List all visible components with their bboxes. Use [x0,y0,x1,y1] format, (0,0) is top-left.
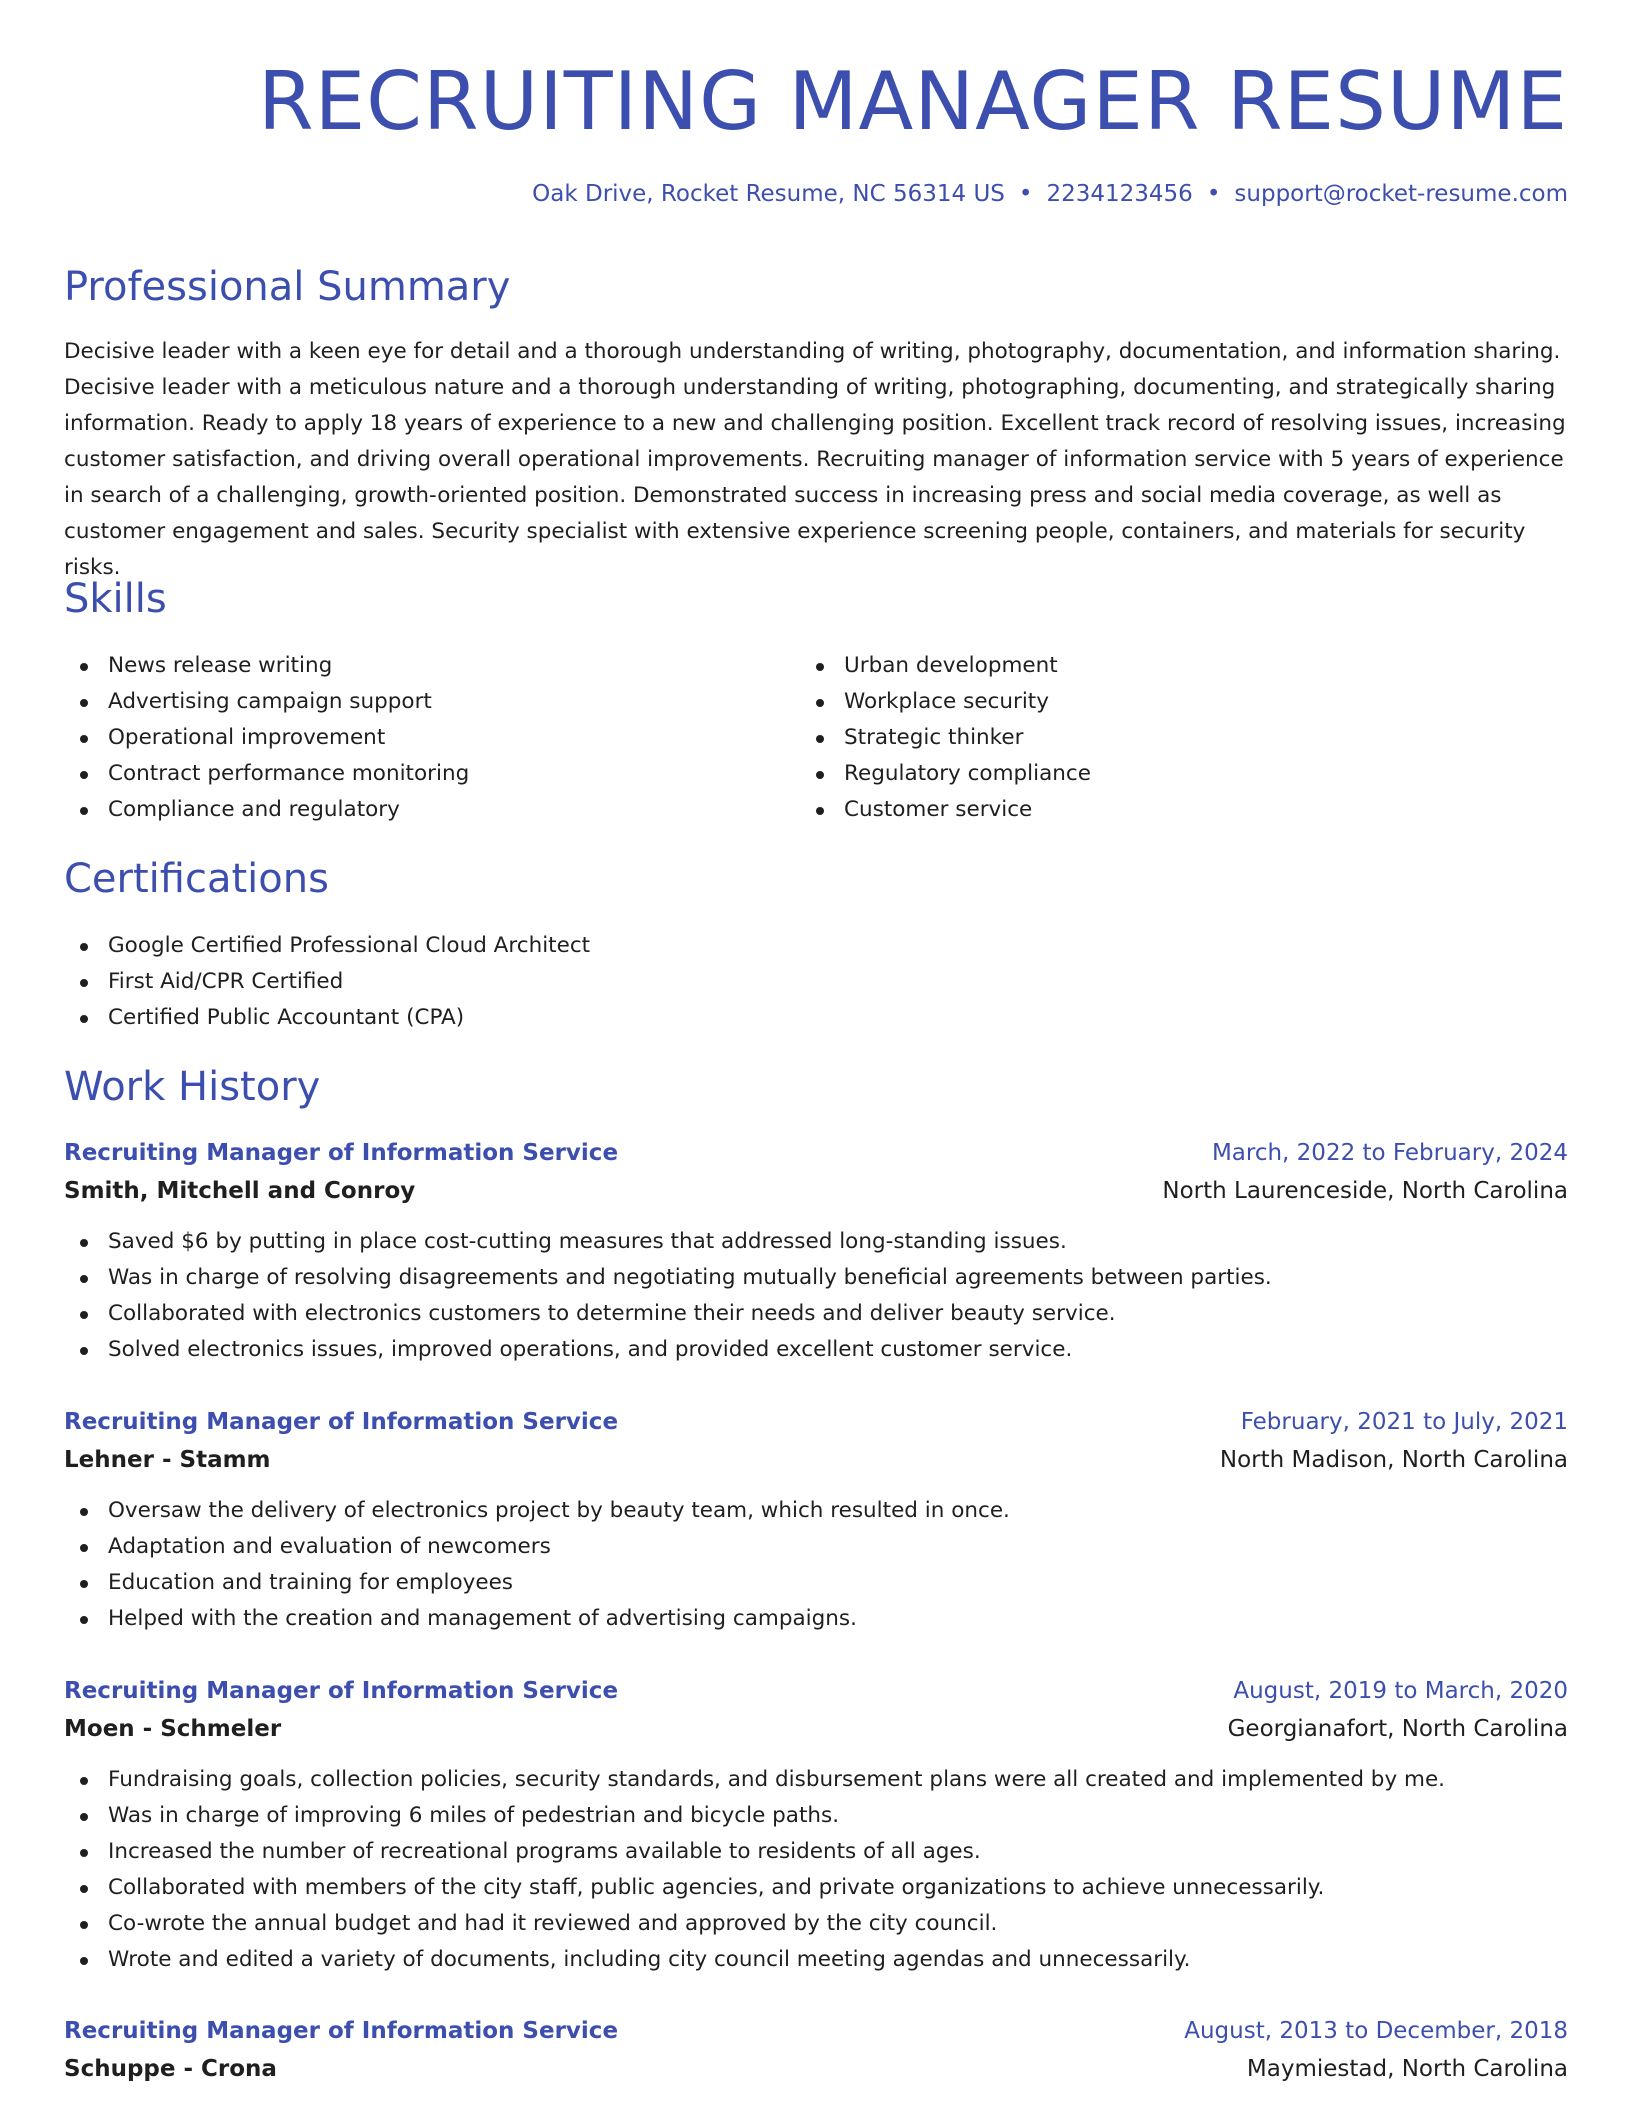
job-bullets [64,1493,1568,1637]
job-bullets [64,1762,1568,1978]
skills-list-right [800,648,1091,828]
work-history-heading: Work History [64,1064,321,1110]
job-header-row [64,1672,1568,1710]
job-bullet: Saved $6 by putting in place cost-cutting measures that addressed long-standing issues. [64,1224,1568,1260]
skill-item: Workplace security [800,684,1091,720]
skill-item: News release writing [64,648,469,684]
job-location: North Laurenceside, North Carolina [1162,1178,1568,1204]
phone: 2234123456 [1046,181,1193,207]
job-bullet: Was in charge of resolving disagreements and negotiating mutually beneficial agreements between parties. [64,1260,1568,1296]
job-entry [64,1403,1568,1637]
job-header-row [64,1134,1568,1172]
job-company-row [64,2050,1568,2088]
job-company-row [64,1172,1568,1210]
job-bullet: Oversaw the delivery of electronics project by beauty team, which resulted in once. [64,1493,1568,1529]
job-dates: March, 2022 to February, 2024 [1211,1140,1568,1166]
job-header-row [64,1403,1568,1441]
skills-heading: Skills [64,576,167,622]
skill-item: Contract performance monitoring [64,756,469,792]
company-name: Schuppe - Crona [64,2056,277,2082]
summary-heading: Professional Summary [64,264,511,310]
email-link[interactable]: support@rocket-resume.com [1234,181,1568,207]
skill-item: Operational improvement [64,720,469,756]
job-dates: February, 2021 to July, 2021 [1240,1409,1568,1435]
job-bullet: Fundraising goals, collection policies, security standards, and disbursement plans were all created and implemented by me. [64,1762,1568,1798]
skill-item: Advertising campaign support [64,684,469,720]
summary-text: Decisive leader with a keen eye for detail and a thorough understanding of writing, photography, documentation, and information sharing. Decisive leader with a meticulous nature and a thorough understanding of writing, photographing, documenting, and strategically sharing information. Ready to apply 18 years of experience to a new and challenging position. Excellent track record of resolving issues, increasing customer satisfaction, and driving overall operational improvements. Recruiting manager of information service with 5 years of experience in search of a challenging, growth-oriented position. Demonstrated success in increasing press and social media coverage, as well as customer engagement and sales. Security specialist with extensive experience screening people, containers, and materials for security risks. [64,339,1566,580]
skill-item: Customer service [800,792,1091,828]
certification-item: Certified Public Accountant (CPA) [64,1000,590,1036]
job-bullet: Was in charge of improving 6 miles of pedestrian and bicycle paths. [64,1798,1568,1834]
job-title: Recruiting Manager of Information Service [64,1678,619,1704]
company-name: Moen - Schmeler [64,1716,282,1742]
job-bullets [64,1224,1568,1368]
skill-item: Compliance and regulatory [64,792,469,828]
job-dates: August, 2019 to March, 2020 [1233,1678,1568,1704]
company-name: Lehner - Stamm [64,1447,271,1473]
job-company-row [64,1710,1568,1748]
skill-item: Urban development [800,648,1091,684]
job-company-row [64,1441,1568,1479]
job-bullet: Collaborated with members of the city staff, public agencies, and private organizations to achieve unnecessarily. [64,1870,1568,1906]
job-bullet: Increased the number of recreational programs available to residents of all ages. [64,1834,1568,1870]
job-header-row [64,2012,1568,2050]
certifications-list [64,928,590,1036]
resume-title: RECRUITING MANAGER RESUME [258,55,1568,148]
job-bullet: Collaborated with electronics customers to determine their needs and deliver beauty service. [64,1296,1568,1332]
job-bullet: Education and training for employees [64,1565,1568,1601]
job-title: Recruiting Manager of Information Service [64,2018,619,2044]
skill-item: Strategic thinker [800,720,1091,756]
address: Oak Drive, Rocket Resume, NC 56314 US [532,181,1005,207]
job-entry [64,2012,1568,2088]
job-entry [64,1134,1568,1368]
certification-item: Google Certified Professional Cloud Architect [64,928,590,964]
certifications-heading: Certifications [64,856,329,902]
job-location: Georgianafort, North Carolina [1227,1716,1568,1742]
job-location: Maymiestad, North Carolina [1246,2056,1568,2082]
skills-list-left [64,648,469,828]
skill-item: Regulatory compliance [800,756,1091,792]
job-bullet: Co-wrote the annual budget and had it reviewed and approved by the city council. [64,1906,1568,1942]
separator-dot: • [1206,181,1221,207]
job-location: North Madison, North Carolina [1219,1447,1568,1473]
job-bullet: Wrote and edited a variety of documents, including city council meeting agendas and unnecessarily. [64,1942,1568,1978]
job-entry [64,1672,1568,1978]
job-dates: August, 2013 to December, 2018 [1184,2018,1568,2044]
separator-dot: • [1018,181,1033,207]
job-title: Recruiting Manager of Information Service [64,1409,619,1435]
job-bullet: Helped with the creation and management of advertising campaigns. [64,1601,1568,1637]
contact-line [532,178,1568,210]
job-bullet: Adaptation and evaluation of newcomers [64,1529,1568,1565]
job-title: Recruiting Manager of Information Service [64,1140,619,1166]
certification-item: First Aid/CPR Certified [64,964,590,1000]
job-bullet: Solved electronics issues, improved operations, and provided excellent customer service. [64,1332,1568,1368]
company-name: Smith, Mitchell and Conroy [64,1178,416,1204]
